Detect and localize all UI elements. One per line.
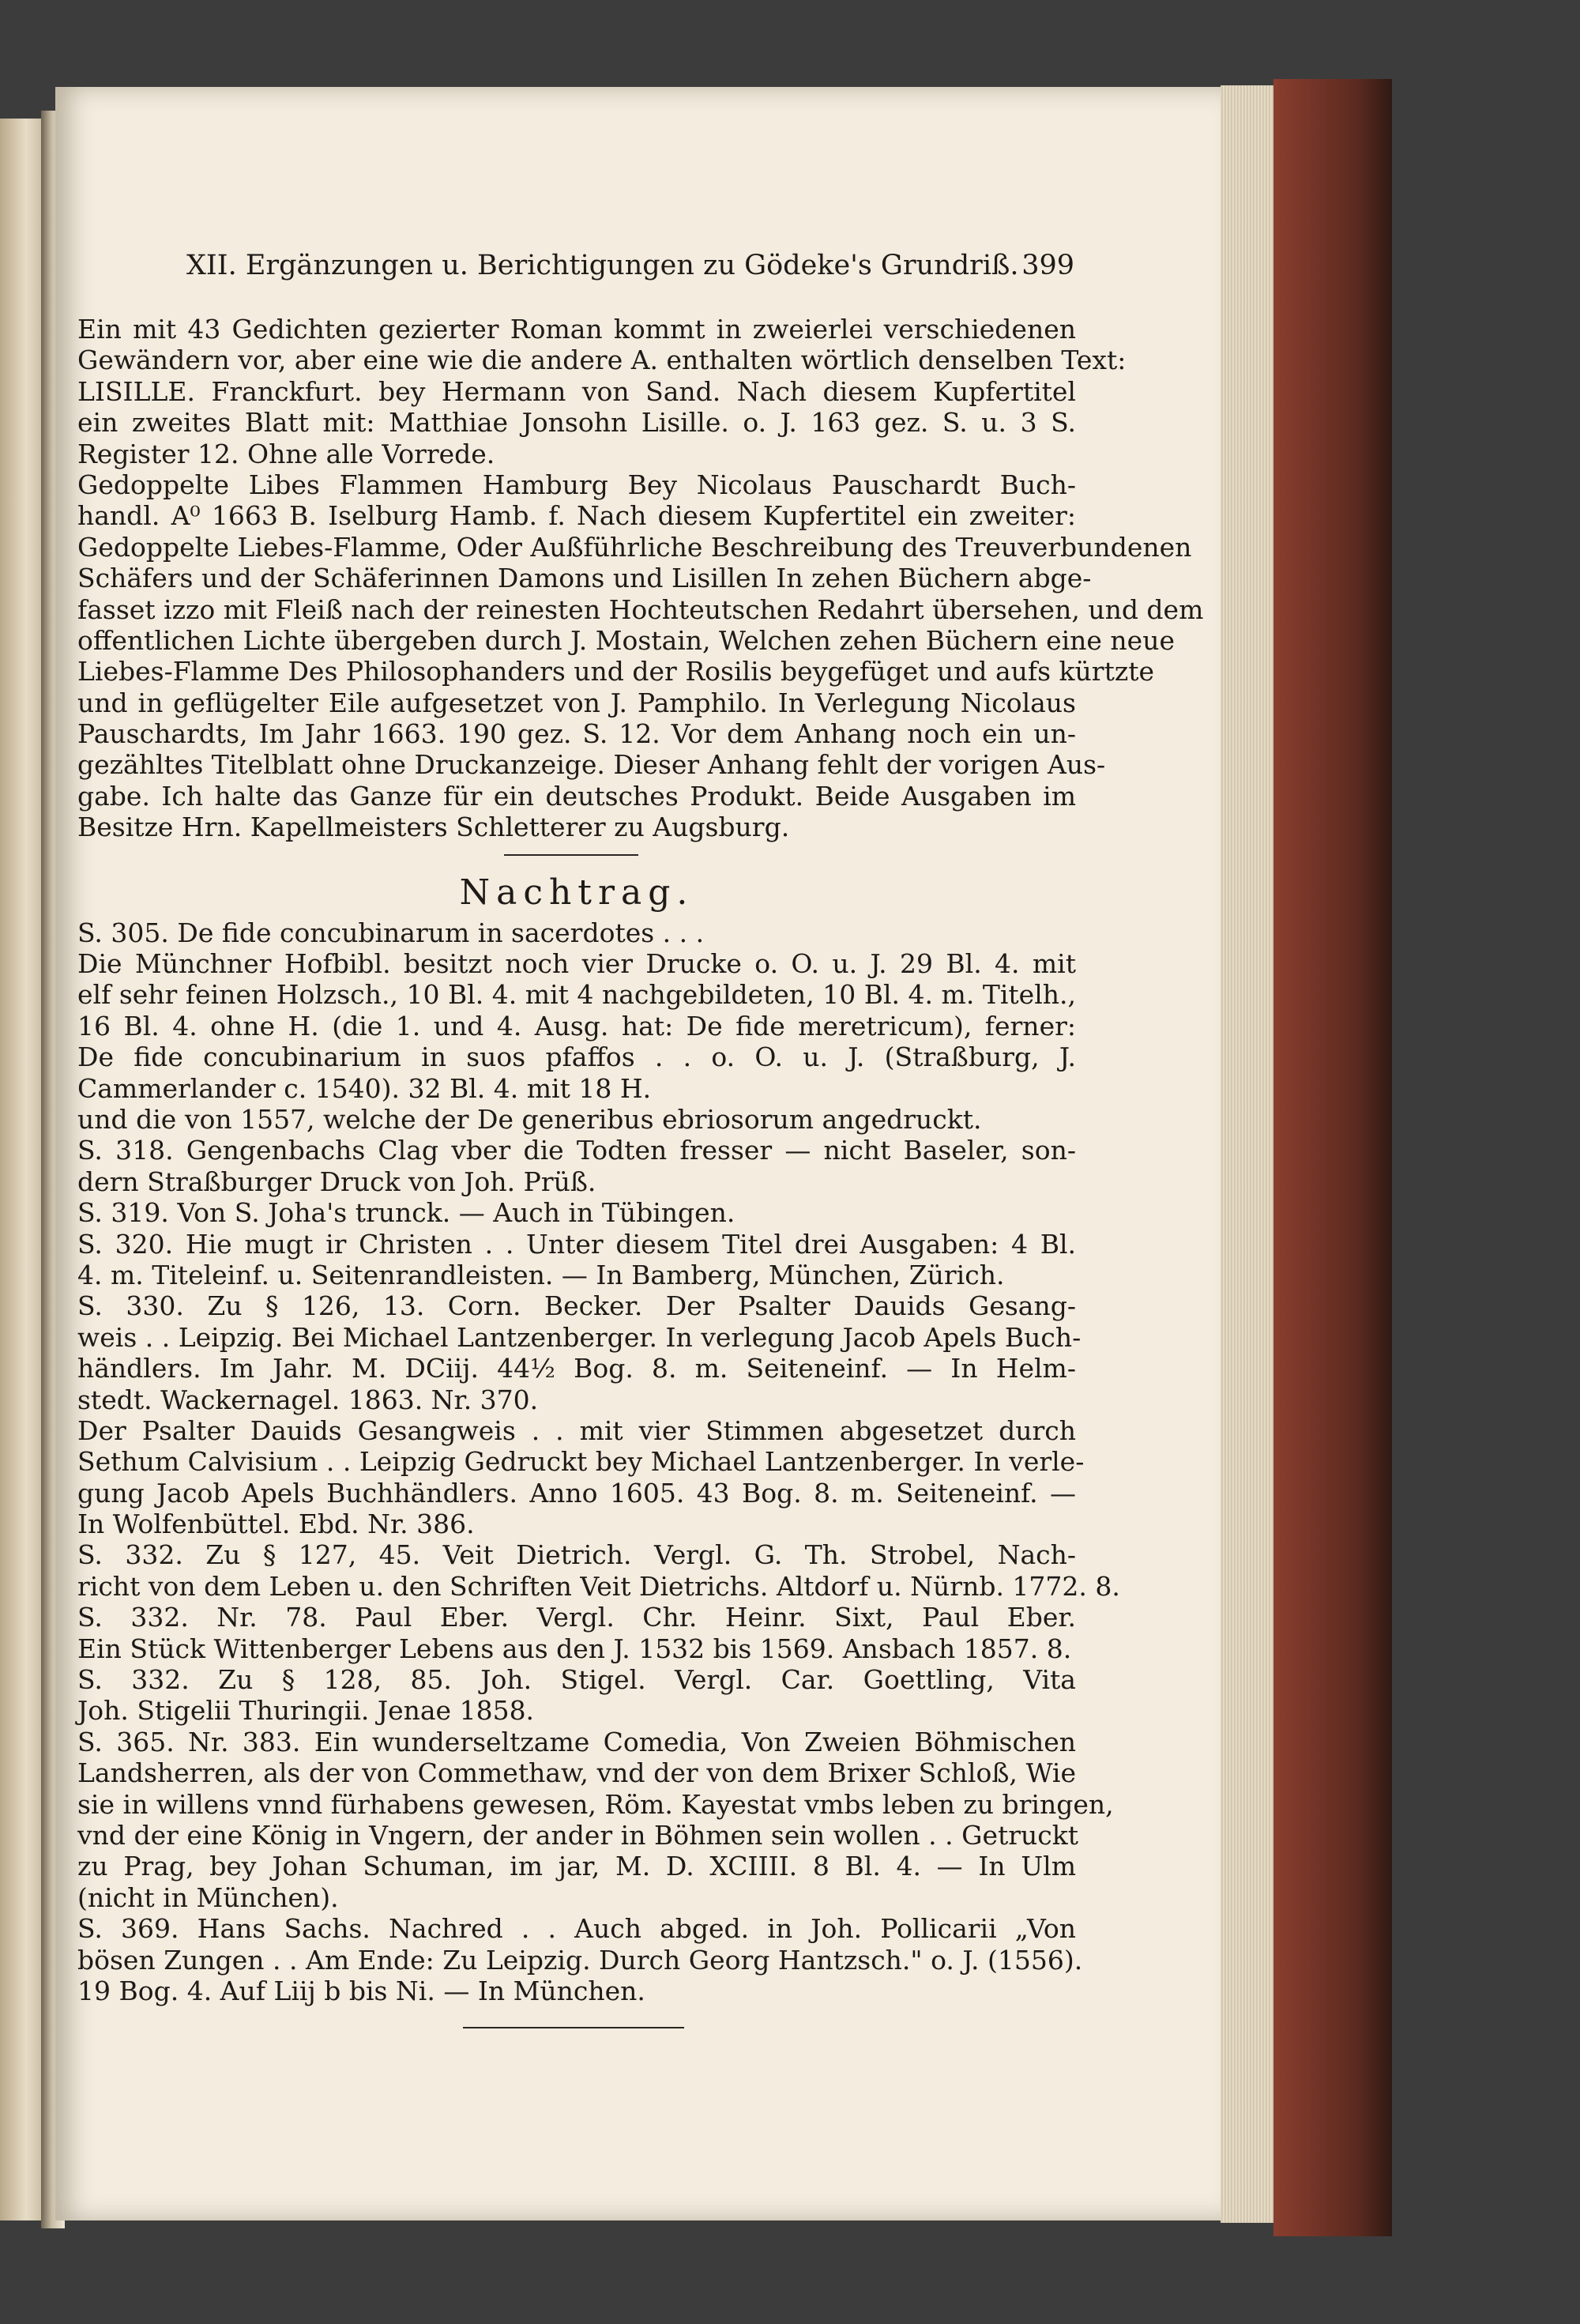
text-line: S. 369. Hans Sachs. Nachred . . Auch abged. in Joh. Pollicarii „Von (77, 1913, 1076, 1945)
text-line: Liebes-Flamme Des Philosophanders und der Rosilis beygefüget und aufs kürtzte (77, 656, 1155, 687)
text-line: 4. m. Titeleinf. u. Seitenrandleisten. — In Bamberg, München, Zürich. (77, 1259, 1005, 1290)
text-line: 19 Bog. 4. Auf Liij b bis Ni. — In München. (77, 1975, 645, 2006)
text-line: und in geflügelter Eile aufgesetzet von J. Pamphilo. In Verlegung Nicolaus (77, 687, 1076, 718)
text-line: offentlichen Lichte übergeben durch J. Mostain, Welchen zehen Büchern eine neue (77, 624, 1175, 656)
text-line: zu Prag, bey Johan Schuman, im jar, M. D. XCIIII. 8 Bl. 4. — In Ulm (77, 1851, 1076, 1882)
text-line: De fide concubinarium in suos pfaffos . . o. O. u. J. (Straßburg, J. (77, 1041, 1076, 1073)
text-line: gezähltes Titelblatt ohne Druckanzeige. Dieser Anhang fehlt der vorigen Aus- (77, 749, 1106, 781)
top-paragraphs (77, 314, 1204, 843)
text-line: gung Jacob Apels Buchhändlers. Anno 1605. 43 Bog. 8. m. Seiteneinf. — (77, 1477, 1076, 1509)
text-line: S. 330. Zu § 126, 13. Corn. Becker. Der Psalter Dauids Gesang- (77, 1290, 1076, 1322)
book-cover-edge (1273, 79, 1392, 2236)
previous-page-edge (0, 119, 43, 2220)
text-line: S. 319. Von S. Joha's trunck. — Auch in Tübingen. (77, 1197, 735, 1229)
text-line: S. 320. Hie mugt ir Christen . . Unter diesem Titel drei Ausgaben: 4 Bl. (77, 1228, 1076, 1260)
text-line: Gewändern vor, aber eine wie die andere A. enthalten wörtlich denselben Text: (77, 345, 1127, 376)
text-line: weis . . Leipzig. Bei Michael Lantzenberger. In verlegung Jacob Apels Buch- (77, 1321, 1082, 1353)
text-line: bösen Zungen . . Am Ende: Zu Leipzig. Durch Georg Hantzsch." o. J. (1556). (77, 1944, 1083, 1976)
text-line: fasset izzo mit Fleiß nach der reinesten Hochteutschen Redahrt übersehen, und dem (77, 593, 1204, 625)
text-line: Gedoppelte Liebes-Flamme, Oder Außführliche Beschreibung des Treuverbundenen (77, 531, 1192, 563)
end-rule (463, 2027, 684, 2028)
section-divider (504, 854, 638, 856)
text-line: Der Psalter Dauids Gesangweis . . mit vier Stimmen abgesetzet durch (77, 1414, 1076, 1446)
text-line: Sethum Calvisium . . Leipzig Gedruckt bey Michael Lantzenberger. In verle- (77, 1446, 1085, 1478)
running-title: XII. Ergänzungen u. Berichtigungen zu Gödeke's Grundriß. (186, 250, 1019, 281)
text-line: ein zweites Blatt mit: Matthiae Jonsohn Lisille. o. J. 163 gez. S. u. 3 S. (77, 407, 1076, 439)
text-line: S. 332. Nr. 78. Paul Eber. Vergl. Chr. Heinr. Sixt, Paul Eber. (77, 1602, 1076, 1633)
text-line: Pauschardts, Im Jahr 1663. 190 gez. S. 12. Vor dem Anhang noch ein un- (77, 718, 1076, 750)
text-line: In Wolfenbüttel. Ebd. Nr. 386. (77, 1509, 475, 1540)
section-title: Nachtrag. (459, 872, 694, 913)
text-line: Die Münchner Hofbibl. besitzt noch vier Drucke o. O. u. J. 29 Bl. 4. mit (77, 948, 1076, 980)
nachtrag-paragraphs (77, 917, 1120, 2007)
text-line: händlers. Im Jahr. M. DCiij. 44½ Bog. 8. m. Seiteneinf. — In Helm- (77, 1353, 1076, 1384)
page-text (77, 314, 1204, 2028)
text-line: S. 332. Zu § 127, 45. Veit Dietrich. Vergl. G. Th. Strobel, Nach- (77, 1539, 1076, 1571)
text-line: Register 12. Ohne alle Vorrede. (77, 438, 495, 469)
text-line: stedt. Wackernagel. 1863. Nr. 370. (77, 1384, 539, 1415)
text-line: Landsherren, als der von Commethaw, vnd der von dem Brixer Schloß, Wie (77, 1757, 1076, 1789)
page-edges (1221, 85, 1276, 2223)
text-line: S. 305. De fide concubinarum in sacerdotes . . . (77, 917, 705, 948)
text-line: handl. A⁰ 1663 B. Iselburg Hamb. f. Nach diesem Kupfertitel ein zweiter: (77, 500, 1076, 532)
text-line: Schäfers und der Schäferinnen Damons und Lisillen In zehen Büchern abge- (77, 563, 1092, 594)
text-line: gabe. Ich halte das Ganze für ein deutsches Produkt. Beide Ausgaben im (77, 780, 1076, 812)
text-line: S. 332. Zu § 128, 85. Joh. Stigel. Vergl. Car. Goettling, Vita (77, 1664, 1076, 1696)
page-number: 399 (1021, 250, 1074, 281)
text-line: elf sehr feinen Holzsch., 10 Bl. 4. mit 4 nachgebildeten, 10 Bl. 4. m. Titelh., (77, 979, 1076, 1011)
text-line: LISILLE. Franckfurt. bey Hermann von Sand. Nach diesem Kupfertitel (77, 375, 1076, 407)
text-line: dern Straßburger Druck von Joh. Prüß. (77, 1166, 596, 1197)
text-line: S. 365. Nr. 383. Ein wunderseltzame Comedia, Von Zweien Böhmischen (77, 1726, 1076, 1757)
text-line: sie in willens vnnd fürhabens gewesen, Röm. Kayestat vmbs leben zu bringen, (77, 1788, 1114, 1820)
text-line: Joh. Stigelii Thuringii. Jenae 1858. (77, 1695, 535, 1727)
text-line: S. 318. Gengenbachs Clag vber die Todten fresser — nicht Baseler, son- (77, 1135, 1076, 1166)
text-line: vnd der eine König in Vngern, der ander in Böhmen sein wollen . . Getruckt (77, 1819, 1079, 1851)
text-line: 16 Bl. 4. ohne H. (die 1. und 4. Ausg. hat: De fide meretricum), ferner: (77, 1010, 1076, 1041)
text-line: Gedoppelte Libes Flammen Hamburg Bey Nicolaus Pauschardt Buch- (77, 469, 1076, 500)
text-line: (nicht in München). (77, 1881, 339, 1913)
text-line: Cammerlander c. 1540). 32 Bl. 4. mit 18 H. (77, 1072, 652, 1104)
text-line: richt von dem Leben u. den Schriften Veit Dietrichs. Altdorf u. Nürnb. 1772. 8. (77, 1570, 1120, 1602)
text-line: und die von 1557, welche der De generibus ebriosorum angedruckt. (77, 1103, 982, 1135)
text-line: Besitze Hrn. Kapellmeisters Schletterer zu Augsburg. (77, 812, 790, 843)
text-line: Ein mit 43 Gedichten gezierter Roman kommt in zweierlei verschiedenen (77, 314, 1076, 345)
running-header (186, 250, 1074, 281)
text-line: Ein Stück Wittenberger Lebens aus den J. 1532 bis 1569. Ansbach 1857. 8. (77, 1633, 1072, 1664)
